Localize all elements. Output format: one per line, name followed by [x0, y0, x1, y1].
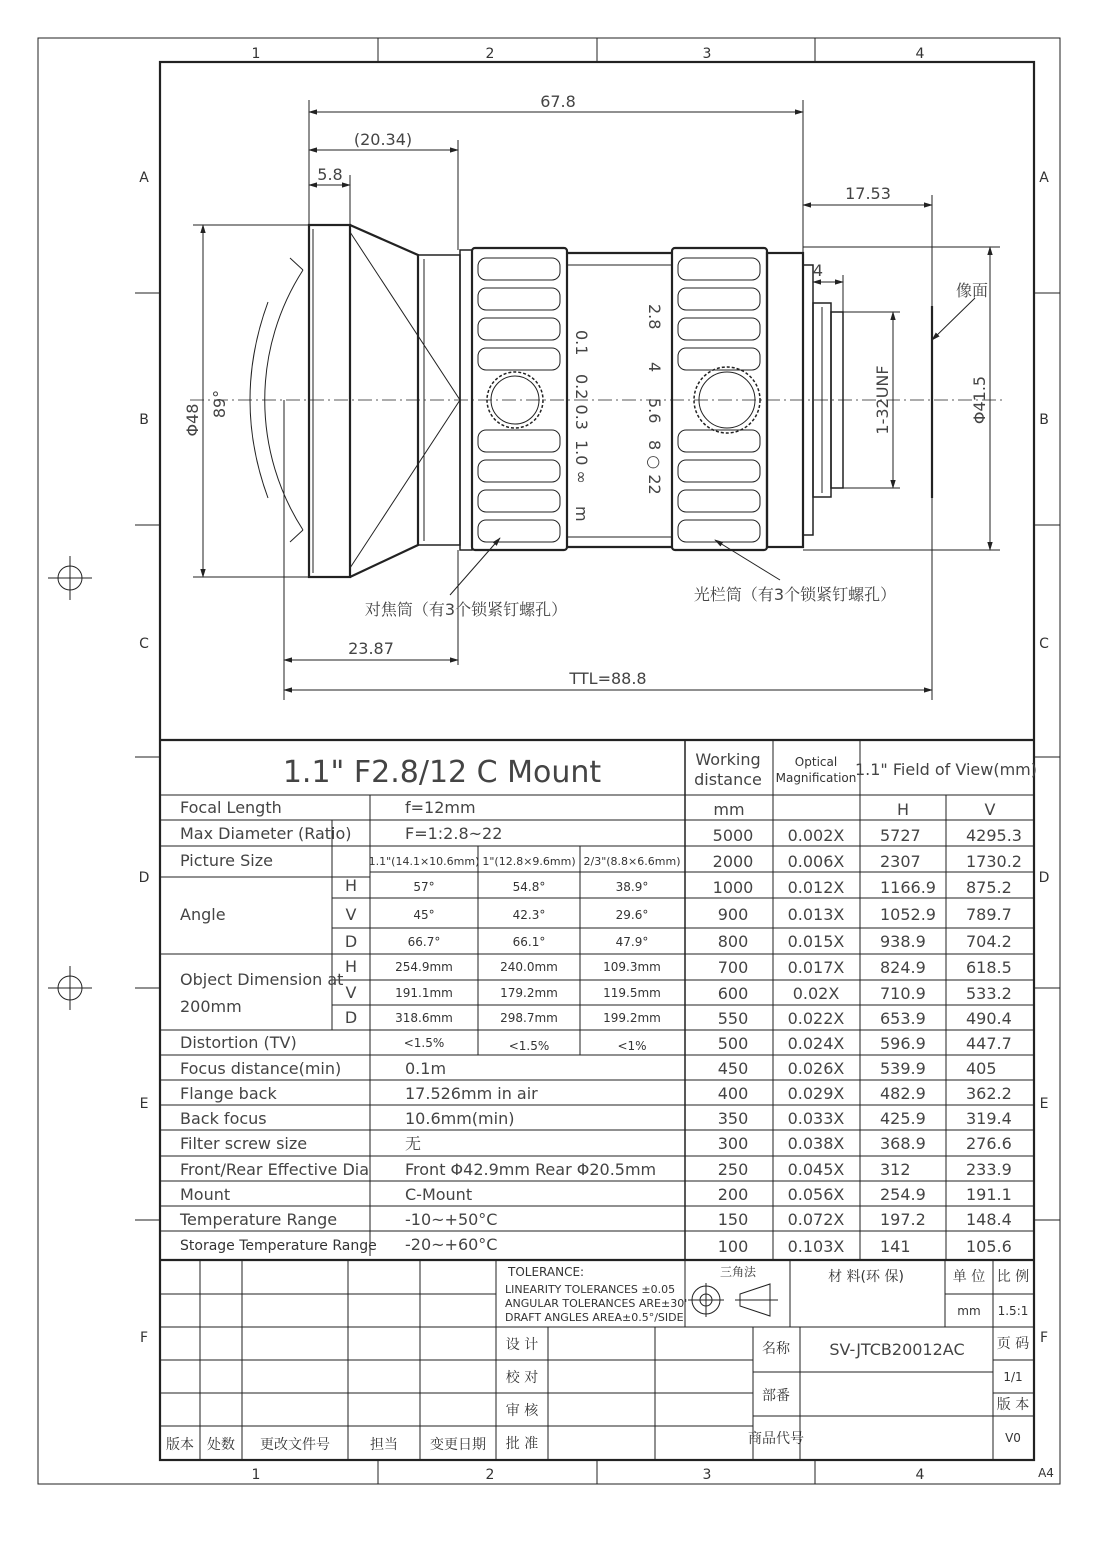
iris-scale-mark: 2.8 [645, 304, 664, 330]
fov-magnification: 0.024X [787, 1034, 845, 1053]
spec-label: Front/Rear Effective Dia [180, 1160, 370, 1179]
object-value: 109.3mm [603, 960, 661, 974]
dim-ttl: TTL=88.8 [569, 669, 647, 688]
rev-header: 担当 [370, 1437, 398, 1453]
object-axis: V [345, 983, 357, 1002]
fov-distance: 300 [717, 1134, 749, 1153]
spec-label: Filter screw size [180, 1134, 308, 1153]
sheet-size-label: A4 [1038, 1466, 1054, 1480]
fov-magnification: 0.056X [787, 1185, 845, 1204]
iris-scale-mark: 5.6 [645, 398, 664, 424]
design-label: 设 计 [505, 1337, 539, 1353]
row-label: E [1039, 1096, 1049, 1112]
material-label: 材 料(环 保) [828, 1269, 904, 1285]
focus-scale [572, 330, 591, 522]
fov-distance: 400 [717, 1084, 749, 1103]
object-value: 119.5mm [603, 986, 661, 1000]
fov-v-value: 105.6 [966, 1237, 1012, 1256]
row-label: A [1039, 170, 1049, 186]
fov-v-value: 148.4 [966, 1210, 1012, 1229]
fov-h-value: 938.9 [880, 932, 926, 951]
spec-value: 10.6mm(min) [405, 1109, 515, 1128]
iris-scale-mark: 4 [645, 362, 664, 373]
fov-h-value: 425.9 [880, 1109, 926, 1128]
rev-header: 更改文件号 [260, 1437, 330, 1453]
row-label: D [1038, 870, 1050, 886]
angle-value: 47.9° [615, 935, 649, 949]
fov-v-value: 233.9 [966, 1160, 1012, 1179]
col-label: 2 [485, 1467, 495, 1483]
spec-value: -20~+60°C [405, 1235, 498, 1254]
iris-scale-mark: 8 ○ 22 [645, 440, 664, 495]
angle-value: 29.6° [615, 908, 649, 922]
dim-ref-front: (20.34) [353, 130, 413, 149]
focus-scale-mark: 0.2 0.3 [572, 374, 591, 430]
fov-h-value: 368.9 [880, 1134, 926, 1153]
row-label: B [139, 412, 149, 428]
col-label: 4 [915, 46, 925, 62]
spec-value: -10~+50°C [405, 1210, 498, 1229]
angle-value: 38.9° [615, 880, 649, 894]
scale-label: 比 例 [996, 1269, 1030, 1285]
fov-h-value: 710.9 [880, 984, 926, 1003]
fov-h-value: 596.9 [880, 1034, 926, 1053]
fov-h-value: 197.2 [880, 1210, 926, 1229]
tolerance-line: LINEARITY TOLERANCES ±0.05 [505, 1283, 676, 1296]
fov-distance: 150 [717, 1210, 749, 1229]
rev-header: 变更日期 [430, 1437, 486, 1453]
fov-h-value: 1166.9 [880, 878, 936, 897]
fov-magnification: 0.012X [787, 878, 845, 897]
object-value: 254.9mm [395, 960, 453, 974]
fov-h-value: 653.9 [880, 1009, 926, 1028]
format-header: 1"(12.8×9.6mm) [482, 855, 576, 868]
angle-axis: H [344, 876, 358, 895]
fov-h-value: 824.9 [880, 958, 926, 977]
fov-h-header: H [896, 800, 910, 819]
spec-value: F=1:2.8~22 [405, 824, 503, 843]
fov-distance: 550 [717, 1009, 749, 1028]
fov-distance: 500 [717, 1034, 749, 1053]
spec-label: Back focus [180, 1109, 267, 1128]
fov-h-value: 1052.9 [880, 905, 936, 924]
angle-value: 42.3° [512, 908, 546, 922]
angle-value: 66.7° [407, 935, 441, 949]
fov-h-value: 254.9 [880, 1185, 926, 1204]
version-value: V0 [1005, 1431, 1021, 1445]
fov-header-working: distance [694, 770, 762, 789]
focus-scale-mark: m [572, 506, 591, 522]
fov-distance: 5000 [712, 826, 754, 845]
fov-h-value: 141 [880, 1237, 911, 1256]
tolerance-line: ANGULAR TOLERANCES ARE±30' [505, 1297, 688, 1310]
spec-label: Storage Temperature Range [180, 1238, 377, 1254]
object-value: 298.7mm [500, 1011, 558, 1025]
fov-distance: 100 [717, 1237, 749, 1256]
col-label: 1 [251, 1467, 261, 1483]
object-label: 200mm [180, 997, 242, 1016]
object-value: 199.2mm [603, 1011, 661, 1025]
fov-v-value: 533.2 [966, 984, 1012, 1003]
fov-distance: 200 [717, 1185, 749, 1204]
object-value: 318.6mm [395, 1011, 453, 1025]
dim-thread: 1-32UNF [873, 365, 892, 435]
fov-distance: 250 [717, 1160, 749, 1179]
fov-unit: mm [713, 800, 745, 819]
dim-rear: 17.53 [845, 184, 891, 203]
row-label: B [1039, 412, 1049, 428]
fov-v-value: 490.4 [966, 1009, 1012, 1028]
fov-header-working: Working [695, 750, 761, 769]
row-label: F [1039, 1330, 1049, 1346]
angle-value: 66.1° [512, 935, 546, 949]
object-value: 240.0mm [500, 960, 558, 974]
object-label: Object Dimension at [180, 970, 344, 989]
fov-v-value: 875.2 [966, 878, 1012, 897]
spec-label: Mount [180, 1185, 231, 1204]
title-block [160, 1260, 1034, 1460]
object-value: 191.1mm [395, 986, 453, 1000]
fov-distance: 900 [717, 905, 749, 924]
col-label: 4 [915, 1467, 925, 1483]
projection-symbol-icon [688, 1283, 778, 1317]
fov-magnification: 0.013X [787, 905, 845, 924]
fov-h-value: 312 [880, 1160, 911, 1179]
fov-v-value: 276.6 [966, 1134, 1012, 1153]
angle-axis: V [345, 905, 357, 924]
iris-ring-callout: 光栏筒（有3个锁紧钉螺孔） [693, 585, 897, 604]
spec-label: Temperature Range [180, 1210, 338, 1229]
fov-h-value: 482.9 [880, 1084, 926, 1103]
rev-header: 版本 [166, 1437, 194, 1453]
angle-axis: D [344, 932, 358, 951]
fov-v-value: 362.2 [966, 1084, 1012, 1103]
format-header: 2/3"(8.8×6.6mm) [583, 855, 681, 868]
fov-distance: 800 [717, 932, 749, 951]
col-label: 2 [485, 46, 495, 62]
row-label: C [1039, 636, 1049, 652]
projection-label: 三角法 [719, 1265, 757, 1279]
spec-value: 0.1m [405, 1059, 447, 1078]
object-value: 179.2mm [500, 986, 558, 1000]
fov-header-fov: 1.1" Field of View(mm) [854, 760, 1038, 779]
fov-v-value: 704.2 [966, 932, 1012, 951]
dim-front-lip: 5.8 [317, 165, 343, 184]
spec-label: Picture Size [180, 851, 273, 870]
fov-header-mag: Optical [794, 755, 838, 769]
approve-label: 批 准 [505, 1436, 539, 1452]
fov-magnification: 0.045X [787, 1160, 845, 1179]
spec-value: 无 [405, 1134, 422, 1153]
distortion-value: <1% [617, 1039, 647, 1053]
fov-v-value: 191.1 [966, 1185, 1012, 1204]
object-axis: D [344, 1008, 358, 1027]
fov-header-mag: Magnification [775, 771, 857, 785]
angle-value: 54.8° [512, 880, 546, 894]
fov-magnification: 0.033X [787, 1109, 845, 1128]
review-label: 审 核 [505, 1403, 539, 1419]
focus-ring [472, 248, 567, 550]
angle-label: Angle [180, 905, 226, 924]
page-value: 1/1 [1003, 1370, 1023, 1384]
dim-total-front: 67.8 [540, 92, 576, 111]
col-label: 3 [702, 1467, 712, 1483]
focus-scale-mark: 1.0 ∞ [572, 440, 591, 484]
part-number-label: 部番 [762, 1388, 790, 1404]
fov-v-value: 447.7 [966, 1034, 1012, 1053]
spec-title: 1.1" F2.8/12 C Mount [282, 755, 602, 790]
spec-value: 17.526mm in air [405, 1084, 538, 1103]
format-header: 1.1"(14.1×10.6mm) [368, 855, 480, 868]
spec-value: C-Mount [405, 1185, 473, 1204]
spec-value: Front Φ42.9mm Rear Φ20.5mm [405, 1160, 657, 1179]
dim-angle: 89° [210, 389, 229, 419]
object-axis: H [344, 957, 358, 976]
distortion-value: <1.5% [403, 1036, 445, 1050]
row-label: A [139, 170, 149, 186]
fov-magnification: 0.026X [787, 1059, 845, 1078]
fov-v-value: 319.4 [966, 1109, 1012, 1128]
lens-drawing [183, 92, 1005, 700]
iris-ring [672, 248, 767, 550]
angle-value: 45° [413, 908, 435, 922]
part-name-value: SV-JTCB20012AC [829, 1340, 965, 1359]
row-label: F [139, 1330, 149, 1346]
fov-distance: 350 [717, 1109, 749, 1128]
distortion-label: Distortion (TV) [180, 1033, 297, 1052]
name-label: 名称 [762, 1341, 790, 1357]
image-plane-label: 像面 [955, 281, 989, 300]
fov-distance: 700 [717, 958, 749, 977]
fov-v-header: V [984, 800, 996, 819]
fov-v-value: 4295.3 [966, 826, 1022, 845]
spec-label: Max Diameter (Ratio) [180, 824, 352, 843]
col-label: 3 [702, 46, 712, 62]
dim-focus-pos: 23.87 [348, 639, 394, 658]
fov-magnification: 0.017X [787, 958, 845, 977]
iris-scale [645, 304, 664, 495]
fov-magnification: 0.103X [787, 1237, 845, 1256]
fov-magnification: 0.038X [787, 1134, 845, 1153]
fov-magnification: 0.072X [787, 1210, 845, 1229]
check-label: 校 对 [505, 1370, 539, 1386]
fov-v-value: 618.5 [966, 958, 1012, 977]
front-barrel [309, 225, 472, 577]
fov-magnification: 0.022X [787, 1009, 845, 1028]
fov-distance: 2000 [712, 852, 754, 871]
fov-distance: 600 [717, 984, 749, 1003]
fov-v-value: 1730.2 [966, 852, 1022, 871]
col-label: 1 [251, 46, 261, 62]
unit-value: mm [957, 1304, 981, 1318]
dim-front-dia: Φ48 [183, 403, 202, 437]
row-label: E [139, 1096, 149, 1112]
spec-label: Flange back [180, 1084, 277, 1103]
dim-rear-dia: Φ41.5 [970, 375, 989, 425]
angle-value: 57° [413, 880, 435, 894]
fov-distance: 450 [717, 1059, 749, 1078]
spec-label: Focal Length [180, 798, 282, 817]
distortion-value: <1.5% [508, 1039, 550, 1053]
fov-magnification: 0.002X [787, 826, 845, 845]
tolerance-line: DRAFT ANGLES AREA±0.5°/SIDE [505, 1311, 684, 1324]
fov-magnification: 0.015X [787, 932, 845, 951]
page-label: 页 码 [996, 1336, 1030, 1352]
scale-value: 1.5:1 [997, 1304, 1029, 1318]
focus-scale-mark: 0.1 [572, 330, 591, 356]
fov-h-value: 539.9 [880, 1059, 926, 1078]
fov-magnification: 0.02X [792, 984, 840, 1003]
row-label: C [139, 636, 149, 652]
unit-label: 单 位 [952, 1269, 986, 1285]
spec-table [160, 740, 1037, 1260]
fov-h-value: 2307 [880, 852, 921, 871]
rev-header: 处数 [207, 1437, 235, 1453]
tolerance-title: TOLERANCE: [508, 1265, 585, 1279]
fov-v-value: 789.7 [966, 905, 1012, 924]
product-code-label: 商品代号 [748, 1431, 804, 1447]
version-label: 版 本 [996, 1397, 1030, 1413]
fov-h-value: 5727 [880, 826, 921, 845]
fov-magnification: 0.029X [787, 1084, 845, 1103]
dim-mount-step: 4 [812, 261, 824, 280]
spec-label: Focus distance(min) [180, 1059, 342, 1078]
spec-value: f=12mm [405, 798, 476, 817]
row-label: D [138, 870, 150, 886]
fov-v-value: 405 [966, 1059, 997, 1078]
focus-ring-callout: 对焦筒（有3个锁紧钉螺孔） [364, 600, 568, 619]
fov-magnification: 0.006X [787, 852, 845, 871]
fov-distance: 1000 [712, 878, 754, 897]
